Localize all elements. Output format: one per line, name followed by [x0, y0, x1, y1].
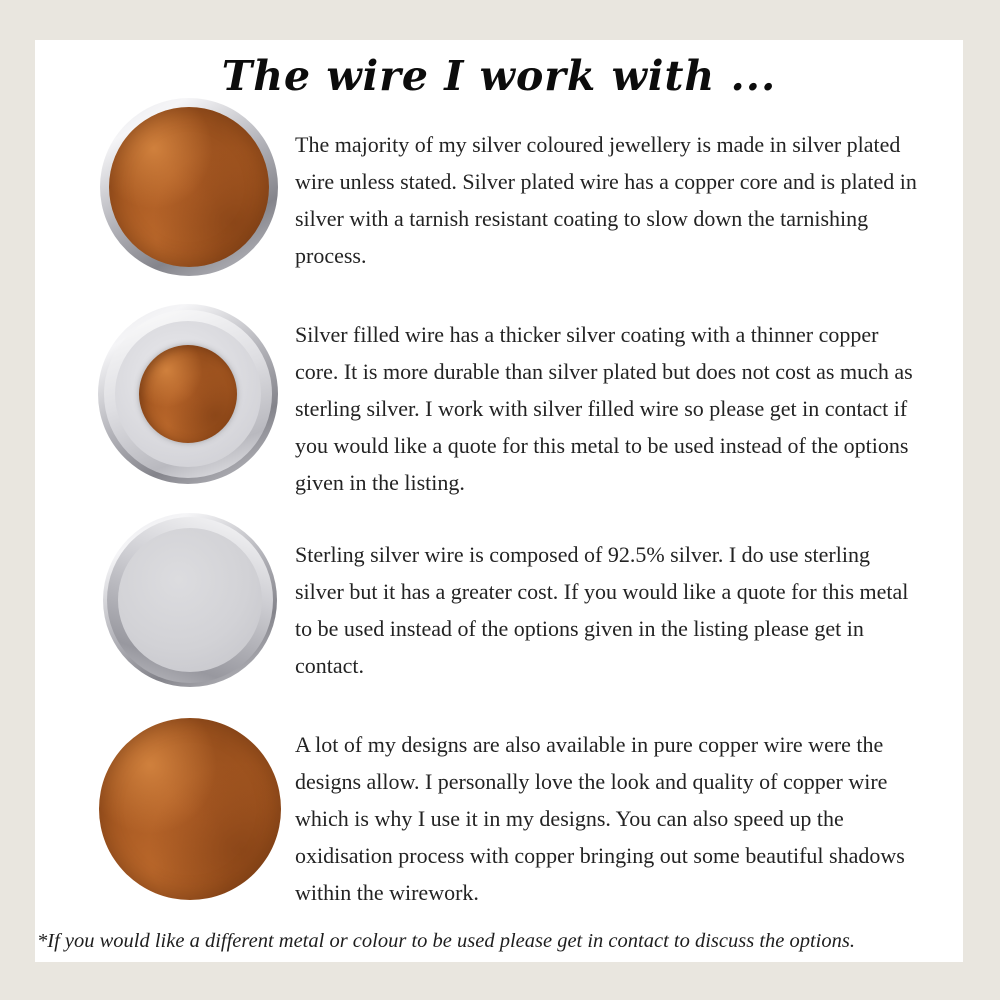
silver-center	[118, 528, 262, 672]
page-title: The wire I work with ...	[221, 52, 777, 100]
copper-fill	[99, 718, 281, 900]
footnote: *If you would like a different metal or colour to be used please get in contact to discuss the options.	[37, 930, 855, 952]
copper-core	[139, 345, 237, 443]
swatch-silver-filled	[98, 304, 278, 484]
paragraph-silver-plated: The majority of my silver coloured jewellery is made in silver plated wire unless stated. Silver plated wire has a copper core and is plated in silver with a tarnish resistant coating to slow down the tarnishing process.	[295, 132, 917, 268]
copper-fill	[109, 107, 269, 267]
swatch-pure-copper	[99, 718, 281, 900]
swatch-silver-plated	[100, 98, 278, 276]
content-card	[35, 40, 963, 962]
paragraph-pure-copper: A lot of my designs are also available in pure copper wire were the designs allow. I personally love the look and quality of copper wire which is why I use it in my designs. You can also speed up the oxidisation process with copper bringing out some beautiful shadows within the wirework.	[295, 732, 905, 905]
swatch-sterling-silver	[103, 513, 277, 687]
paragraph-silver-filled: Silver filled wire has a thicker silver coating with a thinner copper core. It is more durable than silver plated but does not cost as much as sterling silver. I work with silver filled wire so please get in contact if you would like a quote for this metal to be used instead of the options given in the listing.	[295, 322, 913, 495]
paragraph-sterling-silver: Sterling silver wire is composed of 92.5% silver. I do use sterling silver but it has a greater cost. If you would like a quote for this metal to be used instead of the options given in the listing please get in contact.	[295, 542, 909, 678]
